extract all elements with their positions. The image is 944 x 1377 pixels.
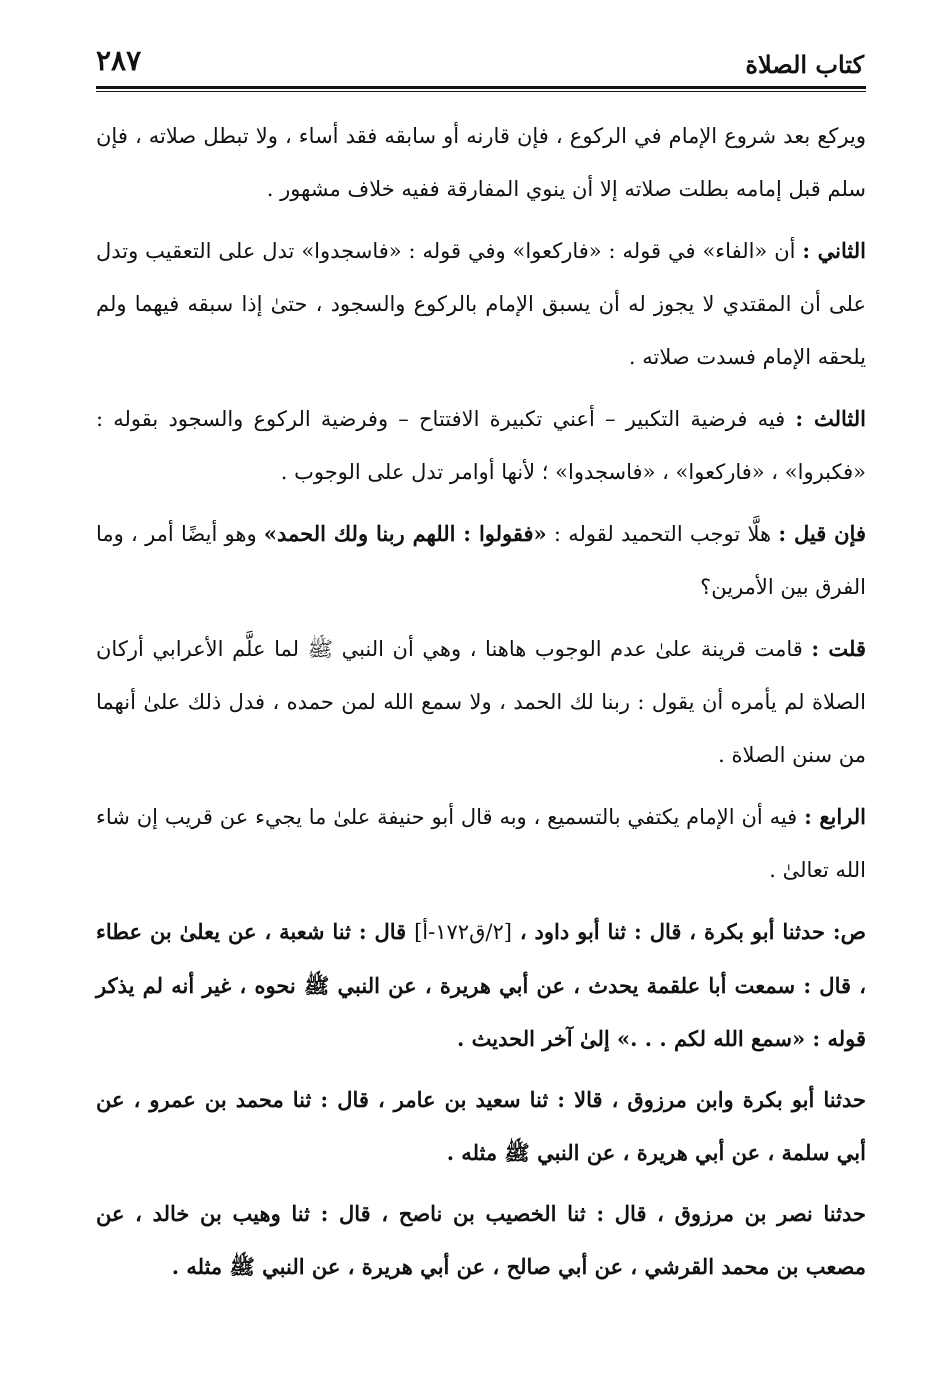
paragraph-lead: الثاني :: [802, 238, 866, 263]
document-page: [96, 36, 866, 1301]
paragraph-9: [96, 1187, 866, 1293]
paragraph-6: [96, 790, 866, 897]
paragraph-text: قامت قرينة علىٰ عدم الوجوب هاهنا ، وهي أن النبي ﷺ لما علَّم الأعرابي أركان الصلاة لم يأمره أن يقول : ربنا لك الحمد ، ولا سمع الله لمن حمده ، فدل ذلك علىٰ أنهما من سنن الصلاة .: [96, 637, 866, 767]
paragraph-7: [96, 905, 866, 1065]
paragraph-text: أن «الفاء» في قوله : «فاركعوا» وفي قوله : «فاسجدوا» تدل على التعقيب وتدل على أن المقتدي لا يجوز له أن يسبق الإمام بالركوع والسجود ، حتىٰ إذا سبقه فيهما ولم يلحقه الإمام فسدت صلاته .: [96, 239, 866, 369]
paragraph-text: فيه أن الإمام يكتفي بالتسميع ، وبه قال أبو حنيفة علىٰ ما يجيء عن قريب إن شاء الله تعالىٰ .: [96, 805, 866, 882]
paragraph-lead: ص:: [832, 919, 866, 944]
paragraph-text: ويركع بعد شروع الإمام في الركوع ، فإن قارنه أو سابقه فقد أساء ، ولا تبطل صلاته ، فإن سلم قبل إمامه بطلت صلاته إلا أن ينوي المفارقة ففيه خلاف مشهور .: [96, 124, 866, 201]
paragraph-4: [96, 507, 866, 614]
page-number: ٢٨٧: [96, 44, 142, 77]
paragraph-5: [96, 622, 866, 782]
hadith-quote: «فقولوا : اللهم ربنا ولك الحمد»: [263, 521, 547, 546]
paragraph-3: [96, 392, 866, 499]
paragraph-lead: فإن قيل :: [778, 521, 866, 546]
manuscript-reference: [٢/ق١٧٢-أ]: [414, 920, 512, 944]
page-content: [96, 110, 866, 1293]
paragraph-lead: قلت :: [811, 636, 866, 661]
paragraph-text: وهو أيضًا أمر ، وما الفرق بين الأمرين؟: [96, 522, 866, 599]
paragraph-lead: الثالث :: [795, 406, 866, 431]
header-rule-thick: [96, 86, 866, 89]
paragraph-text: قال : ثنا شعبة ، عن يعلىٰ بن عطاء ، قال : سمعت أبا علقمة يحدث ، عن أبي هريرة ، عن النبي ﷺ نحوه ، غير أنه لم يذكر قوله : «سمع الله لكم . . .» إلىٰ آخر الحديث .: [96, 919, 866, 1051]
paragraph-text: حدثنا أبو بكرة ، قال : ثنا أبو داود ،: [511, 919, 833, 944]
paragraph-2: [96, 224, 866, 384]
paragraph-text: هلَّا توجب التحميد لقوله :: [546, 522, 779, 546]
paragraph-text: فيه فرضية التكبير – أعني تكبيرة الافتتاح – وفرضية الركوع والسجود بقوله : «فكبروا» ، «فاركعوا» ، «فاسجدوا» ؛ لأنها أوامر تدل على الوجوب .: [96, 407, 866, 484]
paragraph-8: [96, 1073, 866, 1179]
paragraph-1: [96, 110, 866, 216]
paragraph-text: حدثنا نصر بن مرزوق ، قال : ثنا الخصيب بن ناصح ، قال : ثنا وهيب بن خالد ، عن مصعب بن محمد القرشي ، عن أبي صالح ، عن أبي هريرة ، عن النبي ﷺ مثله .: [96, 1201, 866, 1279]
page-header: [96, 36, 866, 84]
paragraph-lead: الرابع :: [804, 804, 866, 829]
book-title: كتاب الصلاة: [745, 50, 864, 79]
paragraph-text: حدثنا أبو بكرة وابن مرزوق ، قالا : ثنا سعيد بن عامر ، قال : ثنا محمد بن عمرو ، عن أبي سلمة ، عن أبي هريرة ، عن النبي ﷺ مثله .: [96, 1087, 866, 1165]
header-rule-thin: [96, 91, 866, 92]
